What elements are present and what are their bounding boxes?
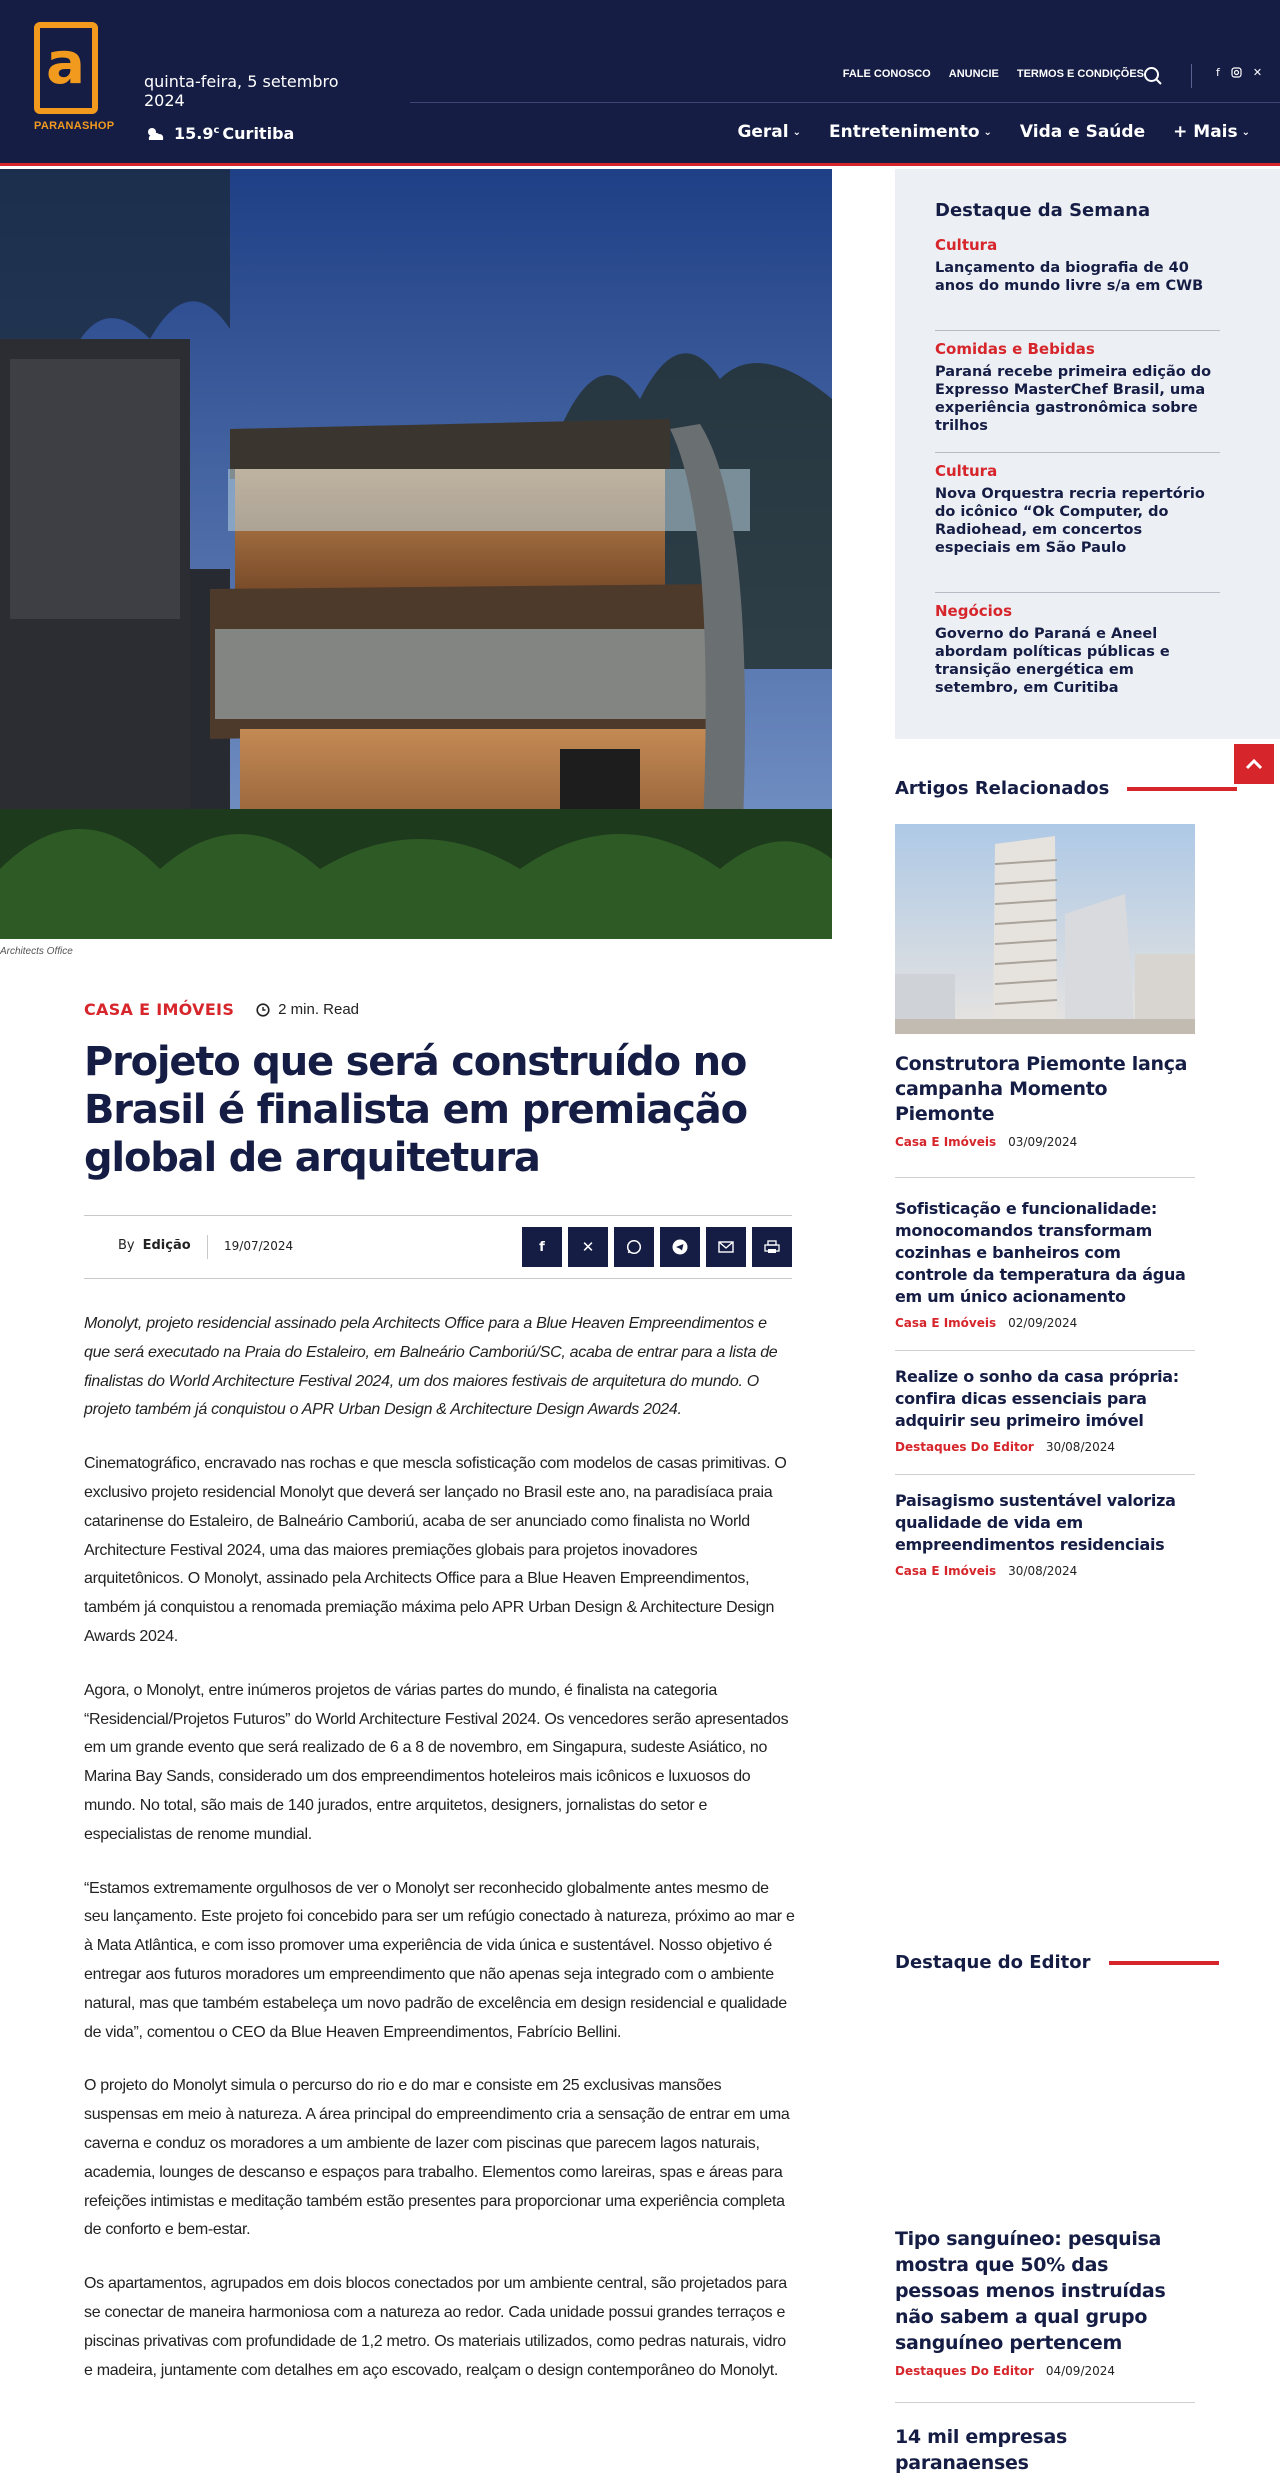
site-header [0, 0, 1280, 166]
related-item[interactable] [895, 1052, 1195, 1149]
byline-separator [207, 1235, 208, 1259]
week-item-category[interactable]: Cultura [935, 236, 998, 254]
article-lead: Monolyt, projeto residencial assinado pela Architects Office para a Blue Heaven Empreendimentos e que será executado na Praia do Estaleiro, em Balneário Camboriú/SC, acaba de entrar para a lista de finalistas do World Architecture Festival 2024, um dos maiores festivais de arquitetura do mundo. O projeto também já conquistou o APR Urban Design & Architecture Design Awards 2024. [84, 1315, 778, 1419]
instagram-icon[interactable] [1231, 67, 1242, 78]
search-icon[interactable] [1143, 66, 1163, 90]
related-section-title: Artigos Relacionados [895, 778, 1237, 799]
related-item[interactable] [895, 1490, 1195, 1578]
week-divider [935, 592, 1220, 593]
related-item-category[interactable]: Casa E Imóveis [895, 1564, 997, 1578]
weather-city: Curitiba [222, 124, 295, 143]
article-paragraph: Os apartamentos, agrupados em dois blocos conectados por um ambiente central, são projetados para se conectar de maneira harmoniosa com a natureza ao redor. Cada unidade possui grandes terraços e piscinas privativas com profundidade de 1,2 metro. Os materiais utilizados, como pedras naturais, vidro e madeira, juntamente com detalhes em aço escovado, realçam o design contemporâneo do Monolyt. [84, 2275, 787, 2379]
nav-item-vida-saude[interactable]: Vida e Saúde [1019, 122, 1146, 142]
nav-item-geral[interactable]: Geral ⌄ [737, 122, 801, 142]
header-rule [410, 102, 1280, 103]
week-highlights-title: Destaque da Semana [935, 200, 1151, 221]
share-facebook-button[interactable] [522, 1227, 562, 1267]
scroll-to-top-button[interactable] [1234, 744, 1274, 784]
partly-cloudy-icon [144, 126, 166, 142]
article-paragraph: Agora, o Monolyt, entre inúmeros projetos de várias partes do mundo, é finalista na categoria “Residencial/Projetos Futuros” do World Architecture Festival 2024. Os vencedores serão apresentados em um grande evento que será realizado de 6 a 8 de novembro, em Singapura, sudeste Asiático, no Marina Bay Sands, considerado um dos empreendimentos hoteleiros mais icônicos e luxuosos do mundo. No total, são mais de 140 jurados, entre arquitetos, designers, jornalistas do setor e especialistas de renome mundial. [84, 1681, 789, 1843]
logo-mark: a [34, 22, 98, 114]
by-label: By [118, 1238, 135, 1253]
editor-item-category[interactable]: Destaques Do Editor [895, 2364, 1034, 2378]
related-item-date: 30/08/2024 [1045, 1440, 1116, 1454]
header-divider [1191, 64, 1192, 88]
week-item[interactable] [935, 340, 1220, 435]
read-time: 2 min. Read [256, 1001, 359, 1018]
editor-item[interactable] [895, 2226, 1195, 2378]
share-telegram-button[interactable] [660, 1227, 700, 1267]
article-meta [84, 1000, 359, 1019]
nav-item-mais[interactable]: + Mais ⌄ [1173, 122, 1250, 142]
week-item-title[interactable]: Paraná recebe primeira edição do Expresso MasterChef Brasil, uma experiência gastronômica sobre trilhos [935, 364, 1212, 434]
article-title: Projeto que será construído no Brasil é finalista em premiação global de arquitetura [84, 1039, 747, 1181]
facebook-icon: f [539, 1239, 545, 1255]
byline-divider-bottom [84, 1278, 792, 1279]
related-item-title[interactable]: Construtora Piemonte lança campanha Momento Piemonte [895, 1053, 1188, 1125]
logo-text: PARANASHOP [34, 120, 115, 132]
editor-item-date: 04/09/2024 [1045, 2364, 1116, 2378]
article-paragraph: “Estamos extremamente orgulhosos de ver o Monolyt ser reconhecido globalmente antes mesmo de seu lançamento. Este projeto foi concebido para ser um refúgio conectado à natureza, próximo ao mar e à Mata Atlântica, e com isso promover uma experiência de vida única e sustentável. Nosso objetivo é entregar aos futuros moradores um empreendimento que não apenas seja integrado com o ambiente natural, mas que também estabeleça um novo padrão de excelência em design residencial e qualidade de vida”, comentou o CEO da Blue Heaven Empreendimentos, Fabrício Bellini. [84, 1879, 795, 2041]
related-item-title[interactable]: Paisagismo sustentável valoriza qualidade de vida em empreendimentos residenciais [895, 1491, 1176, 1554]
related-thumbnail[interactable] [895, 824, 1195, 1034]
chevron-up-icon [1245, 758, 1263, 770]
nav-item-entretenimento[interactable]: Entretenimento ⌄ [829, 122, 992, 142]
top-link-anuncie[interactable]: ANUNCIE [948, 68, 999, 80]
clock-icon [256, 1003, 270, 1017]
author-link[interactable]: Edição [142, 1238, 191, 1253]
week-item[interactable] [935, 236, 1220, 295]
share-whatsapp-button[interactable] [614, 1227, 654, 1267]
week-item[interactable] [935, 462, 1220, 557]
week-item-category[interactable]: Cultura [935, 462, 998, 480]
week-divider [935, 330, 1220, 331]
related-item[interactable] [895, 1198, 1195, 1330]
main-nav [737, 122, 1250, 142]
x-icon[interactable]: ✕ [1252, 66, 1263, 79]
related-divider [895, 1474, 1195, 1475]
chevron-down-icon: ⌄ [792, 126, 801, 138]
related-item-date: 02/09/2024 [1008, 1316, 1078, 1330]
week-item-title[interactable]: Lançamento da biografia de 40 anos do mundo livre s/a em CWB [935, 260, 1204, 294]
share-buttons [522, 1227, 792, 1267]
article-date: 19/07/2024 [224, 1239, 294, 1253]
week-item-category[interactable]: Comidas e Bebidas [935, 340, 1095, 358]
hero-image [0, 169, 832, 939]
week-item-title[interactable]: Governo do Paraná e Aneel abordam políticas públicas e transição energética em setembro, em Curitiba [935, 626, 1170, 696]
editor-divider [895, 2402, 1195, 2403]
email-icon [718, 1241, 734, 1253]
article-paragraph: Cinematográfico, encravado nas rochas e que mescla sofisticação com modelos de casas primitivas. O exclusivo projeto residencial Monolyt que deverá ser lançado no Brasil este ano, na paradisíaca praia catarinense do Estaleiro, de Balneário Camboriú, acaba de ser anunciado como finalista no World Architecture Festival 2024, uma das maiores premiações globais para projetos inovadores arquitetônicos. O Monolyt, assinado pela Architects Office para a Blue Heaven Empreendimentos, também já conquistou a renomada premiação máxima pelo APR Urban Design & Architecture Design Awards 2024. [84, 1455, 787, 1645]
related-item-date: 03/09/2024 [1008, 1135, 1078, 1149]
header-date: quinta-feira, 5 setembro 2024 [144, 72, 339, 110]
facebook-icon[interactable]: f [1216, 66, 1220, 79]
weather-widget [144, 124, 294, 143]
article-category[interactable]: CASA E IMÓVEIS [84, 1000, 235, 1019]
social-links [1216, 66, 1262, 79]
hero-caption: Architects Office [0, 946, 73, 957]
week-item-category[interactable]: Negócios [935, 602, 1013, 620]
share-x-button[interactable] [568, 1227, 608, 1267]
chevron-down-icon: ⌄ [983, 126, 992, 138]
week-item[interactable] [935, 602, 1220, 697]
editor-item[interactable] [895, 2424, 1195, 2476]
related-item-category[interactable]: Destaques Do Editor [895, 1440, 1034, 1454]
related-divider [895, 1177, 1195, 1178]
editor-item-title[interactable]: 14 mil empresas paranaenses [895, 2426, 1067, 2474]
byline-divider [84, 1215, 792, 1216]
top-links [843, 68, 1144, 80]
related-item-date: 30/08/2024 [1008, 1564, 1078, 1578]
related-item-title[interactable]: Sofisticação e funcionalidade: monocomandos transformam cozinhas e banheiros com controle da temperatura da água em um único acionamento [895, 1199, 1186, 1306]
article-paragraph: O projeto do Monolyt simula o percurso do rio e do mar e consiste em 25 exclusivas mansões suspensas em meio à natureza. A área principal do empreendimento cria a sensação de entrar em uma caverna e conduz os moradores a um ambiente de lazer com piscinas que parecem lagos naturais, academia, lounges de descanso e espaços para trabalho. Elementos como lareiras, spas e áreas para refeições intimistas e meditação também estão presentes para proporcionar uma experiência completa de conforto e bem-estar. [84, 2077, 790, 2239]
related-divider [895, 1350, 1195, 1351]
week-item-title[interactable]: Nova Orquestra recria repertório do icônico “Ok Computer, do Radiohead, em concertos especiais em São Paulo [935, 486, 1205, 556]
weather-temp: 15.9 [174, 124, 214, 143]
week-divider [935, 452, 1220, 453]
related-item-category[interactable]: Casa E Imóveis [895, 1316, 997, 1330]
chevron-down-icon: ⌄ [1241, 126, 1250, 138]
print-icon [764, 1240, 780, 1254]
site-logo[interactable] [34, 22, 115, 138]
share-email-button[interactable] [706, 1227, 746, 1267]
editor-item-title[interactable]: Tipo sanguíneo: pesquisa mostra que 50% das pessoas menos instruídas não sabem a qual grupo sanguíneo pertencem [895, 2228, 1166, 2354]
related-item[interactable] [895, 1366, 1195, 1454]
telegram-icon [672, 1239, 688, 1255]
related-item-category[interactable]: Casa E Imóveis [895, 1135, 997, 1149]
whatsapp-icon [626, 1239, 642, 1255]
editor-section-title: Destaque do Editor [895, 1952, 1219, 1973]
byline [118, 1238, 191, 1253]
x-icon: ✕ [581, 1238, 595, 1256]
weather-unit: c [213, 124, 220, 136]
article-body [84, 1310, 796, 2410]
top-link-fale-conosco[interactable]: FALE CONOSCO [842, 68, 931, 80]
related-item-title[interactable]: Realize o sonho da casa própria: confira dicas essenciais para adquirir seu primeiro imóvel [895, 1367, 1179, 1430]
top-link-termos[interactable]: TERMOS E CONDIÇÕES [1016, 68, 1144, 80]
share-print-button[interactable] [752, 1227, 792, 1267]
